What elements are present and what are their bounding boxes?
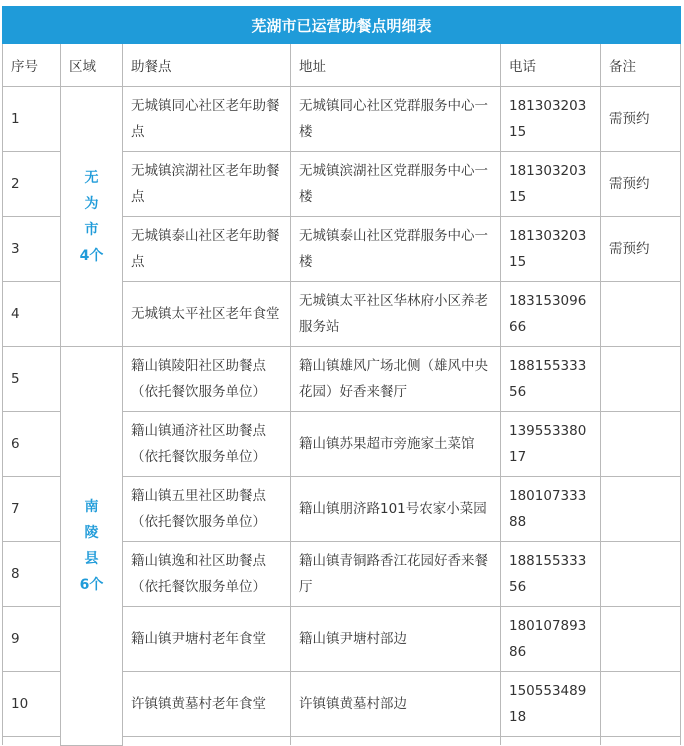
note: 需预约 bbox=[601, 217, 681, 282]
note bbox=[601, 672, 681, 737]
region-wuwei bbox=[61, 87, 123, 347]
note bbox=[601, 282, 681, 347]
header-note: 备注 bbox=[601, 44, 681, 87]
phone: 18815533356 bbox=[501, 347, 601, 412]
row-no: 9 bbox=[3, 607, 61, 672]
row-no: 6 bbox=[3, 412, 61, 477]
header-region: 区域 bbox=[61, 44, 123, 87]
row-no: 1 bbox=[3, 87, 61, 152]
address: 无城镇同心社区党群服务中心一楼 bbox=[291, 87, 501, 152]
phone: 18130320315 bbox=[501, 152, 601, 217]
note bbox=[601, 412, 681, 477]
phone: 18010789386 bbox=[501, 607, 601, 672]
address bbox=[291, 737, 501, 746]
address: 籍山镇朋济路101号农家小菜园 bbox=[291, 477, 501, 542]
phone: 18130320315 bbox=[501, 217, 601, 282]
row-no: 8 bbox=[3, 542, 61, 607]
phone bbox=[501, 737, 601, 746]
point-name: 籍山镇陵阳社区助餐点（依托餐饮服务单位） bbox=[123, 347, 291, 412]
table-row bbox=[3, 347, 681, 412]
address: 籍山镇雄风广场北侧（雄风中央花园）好香来餐厅 bbox=[291, 347, 501, 412]
point-name: 籍山镇尹塘村老年食堂 bbox=[123, 607, 291, 672]
region-char: 陵 bbox=[84, 524, 99, 541]
note bbox=[601, 542, 681, 607]
row-no bbox=[3, 737, 61, 746]
region-char: 无 bbox=[84, 169, 99, 186]
address: 籍山镇青铜路香江花园好香来餐厅 bbox=[291, 542, 501, 607]
note bbox=[601, 737, 681, 746]
phone: 15055348918 bbox=[501, 672, 601, 737]
table-title: 芜湖市已运营助餐点明细表 bbox=[3, 7, 681, 44]
header-point: 助餐点 bbox=[123, 44, 291, 87]
address: 籍山镇尹塘村部边 bbox=[291, 607, 501, 672]
header-address: 地址 bbox=[291, 44, 501, 87]
point-name: 籍山镇通济社区助餐点（依托餐饮服务单位） bbox=[123, 412, 291, 477]
address: 籍山镇苏果超市旁施家土菜馆 bbox=[291, 412, 501, 477]
row-no: 10 bbox=[3, 672, 61, 737]
point-name: 籍山镇逸和社区助餐点（依托餐饮服务单位） bbox=[123, 542, 291, 607]
address: 无城镇太平社区华林府小区养老服务站 bbox=[291, 282, 501, 347]
header-row bbox=[3, 44, 681, 87]
meal-points-table bbox=[2, 6, 681, 746]
note: 需预约 bbox=[601, 152, 681, 217]
point-name: 无城镇太平社区老年食堂 bbox=[123, 282, 291, 347]
note bbox=[601, 607, 681, 672]
region-nanling bbox=[61, 347, 123, 746]
region-char: 市 bbox=[84, 221, 99, 238]
region-char: 县 bbox=[84, 550, 99, 567]
address: 无城镇泰山社区党群服务中心一楼 bbox=[291, 217, 501, 282]
point-name: 许镇镇黄墓村老年食堂 bbox=[123, 672, 291, 737]
phone: 18315309666 bbox=[501, 282, 601, 347]
row-no: 2 bbox=[3, 152, 61, 217]
row-no: 4 bbox=[3, 282, 61, 347]
header-no: 序号 bbox=[3, 44, 61, 87]
region-count: 4个 bbox=[79, 247, 104, 264]
point-name: 无城镇滨湖社区老年助餐点 bbox=[123, 152, 291, 217]
region-char: 南 bbox=[84, 498, 99, 515]
phone: 18130320315 bbox=[501, 87, 601, 152]
point-name: 籍山镇五里社区助餐点（依托餐饮服务单位） bbox=[123, 477, 291, 542]
phone: 18010733388 bbox=[501, 477, 601, 542]
phone: 13955338017 bbox=[501, 412, 601, 477]
point-name: 无城镇同心社区老年助餐点 bbox=[123, 87, 291, 152]
phone: 18815533356 bbox=[501, 542, 601, 607]
region-char: 为 bbox=[84, 195, 99, 212]
header-phone: 电话 bbox=[501, 44, 601, 87]
row-no: 5 bbox=[3, 347, 61, 412]
row-no: 7 bbox=[3, 477, 61, 542]
point-name bbox=[123, 737, 291, 746]
row-no: 3 bbox=[3, 217, 61, 282]
region-count: 6个 bbox=[79, 576, 104, 593]
note bbox=[601, 477, 681, 542]
address: 无城镇滨湖社区党群服务中心一楼 bbox=[291, 152, 501, 217]
table-row bbox=[3, 87, 681, 152]
note: 需预约 bbox=[601, 87, 681, 152]
note bbox=[601, 347, 681, 412]
address: 许镇镇黄墓村部边 bbox=[291, 672, 501, 737]
point-name: 无城镇泰山社区老年助餐点 bbox=[123, 217, 291, 282]
